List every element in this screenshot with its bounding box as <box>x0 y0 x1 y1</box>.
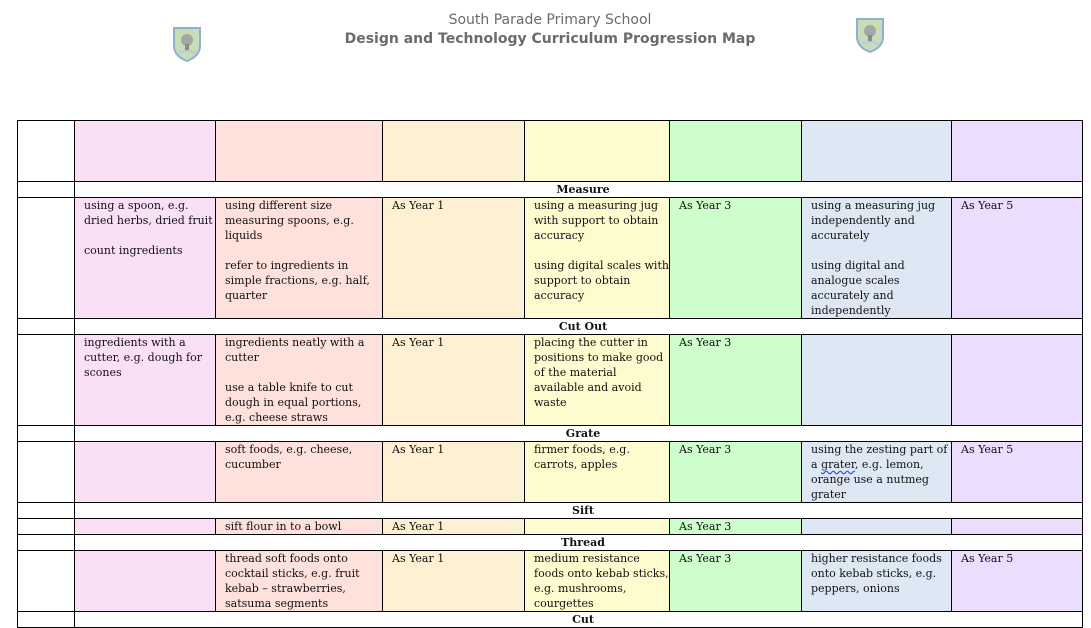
section-label-cell <box>18 612 75 628</box>
content-row-grate <box>18 442 1083 503</box>
cell-sift-year6 <box>802 519 952 535</box>
cell-measure-year5: As Year 3 <box>670 198 802 319</box>
section-title-cut-out: Cut Out <box>75 319 1083 335</box>
row-label-cell <box>18 198 75 319</box>
spellcheck-word: grater <box>821 458 855 471</box>
section-row-thread <box>18 535 1083 551</box>
cell-thread-year5: As Year 3 <box>670 551 802 612</box>
section-title-sift: Sift <box>75 503 1083 519</box>
cell-sift-year3: As Year 1 <box>383 519 525 535</box>
row-label-cell <box>18 519 75 535</box>
cell-measure-year3: As Year 1 <box>383 198 525 319</box>
cell-measure-year7: As Year 5 <box>952 198 1083 319</box>
cell-text: refer to ingredients in simple fractions, e.g. half, quarter <box>225 259 370 302</box>
section-label-cell <box>18 503 75 519</box>
cell-measure-year4 <box>525 198 670 319</box>
cell-measure-year1 <box>75 198 216 319</box>
row-label-cell <box>18 442 75 503</box>
section-title-cut: Cut <box>75 612 1083 628</box>
cell-grate-year6 <box>802 442 952 503</box>
row-label-cell <box>18 335 75 426</box>
progression-table <box>17 120 1083 628</box>
cell-thread-year4: medium resistance foods onto kebab sticks, e.g. mushrooms, courgettes <box>525 551 670 612</box>
section-row-sift <box>18 503 1083 519</box>
section-title-thread: Thread <box>75 535 1083 551</box>
cell-cutout-year2 <box>216 335 383 426</box>
section-row-cut <box>18 612 1083 628</box>
cell-grate-year1 <box>75 442 216 503</box>
cell-sift-year1 <box>75 519 216 535</box>
cell-thread-year7: As Year 5 <box>952 551 1083 612</box>
cell-grate-year7: As Year 5 <box>952 442 1083 503</box>
section-title-grate: Grate <box>75 426 1083 442</box>
cell-measure-year6 <box>802 198 952 319</box>
year-header-cell <box>802 121 952 182</box>
cell-sift-year4 <box>525 519 670 535</box>
cell-cutout-year1: ingredients with a cutter, e.g. dough for scones <box>75 335 216 426</box>
year-header-cell <box>75 121 216 182</box>
year-header-cell <box>216 121 383 182</box>
section-label-cell <box>18 319 75 335</box>
section-label-cell <box>18 426 75 442</box>
section-row-measure <box>18 182 1083 198</box>
year-header-row <box>18 121 1083 182</box>
cell-text: using the zesting part of a <box>811 443 948 471</box>
section-row-cut-out <box>18 319 1083 335</box>
cell-thread-year3: As Year 1 <box>383 551 525 612</box>
cell-cutout-year3: As Year 1 <box>383 335 525 426</box>
section-label-cell <box>18 182 75 198</box>
cell-measure-year2 <box>216 198 383 319</box>
cell-thread-year2: thread soft foods onto cocktail sticks, e.g. fruit kebab – strawberries, satsuma segments <box>216 551 383 612</box>
cell-text: , e.g. lemon, orange use a nutmeg grater <box>811 458 929 501</box>
content-row-sift <box>18 519 1083 535</box>
cell-text: using digital and analogue scales accurately and independently <box>811 259 905 317</box>
cell-text: use a table knife to cut dough in equal portions, e.g. cheese straws <box>225 381 362 424</box>
cell-text: using a measuring jug with support to obtain accuracy <box>534 199 659 242</box>
header-corner <box>18 121 75 182</box>
content-row-thread <box>18 551 1083 612</box>
document-title: Design and Technology Curriculum Progression Map <box>344 31 756 47</box>
cell-text: using a spoon, e.g. dried herbs, dried fruit <box>84 199 213 227</box>
cell-cutout-year4: placing the cutter in positions to make good of the material available and avoid waste <box>525 335 670 426</box>
cell-sift-year5: As Year 3 <box>670 519 802 535</box>
year-header-cell <box>670 121 802 182</box>
cell-grate-year4: firmer foods, e.g. carrots, apples <box>525 442 670 503</box>
year-header-cell <box>525 121 670 182</box>
cell-text: count ingredients <box>84 244 183 257</box>
cell-text: ingredients neatly with a cutter <box>225 336 365 364</box>
section-title-measure: Measure <box>75 182 1083 198</box>
cell-cutout-year6 <box>802 335 952 426</box>
cell-grate-year2: soft foods, e.g. cheese, cucumber <box>216 442 383 503</box>
row-label-cell <box>18 551 75 612</box>
school-name: South Parade Primary School <box>448 12 652 28</box>
cell-cutout-year7 <box>952 335 1083 426</box>
cell-cutout-year5: As Year 3 <box>670 335 802 426</box>
cell-grate-year3: As Year 1 <box>383 442 525 503</box>
cell-text: using digital scales with support to obtain accuracy <box>534 259 669 302</box>
content-row-cut-out <box>18 335 1083 426</box>
cell-thread-year6: higher resistance foods onto kebab sticks, e.g. peppers, onions <box>802 551 952 612</box>
cell-text: using different size measuring spoons, e.g. liquids <box>225 199 354 242</box>
cell-sift-year7 <box>952 519 1083 535</box>
cell-text: using a measuring jug independently and accurately <box>811 199 936 242</box>
year-header-cell <box>383 121 525 182</box>
year-header-cell <box>952 121 1083 182</box>
cell-grate-year5: As Year 3 <box>670 442 802 503</box>
content-row-measure <box>18 198 1083 319</box>
cell-sift-year2: sift flour in to a bowl <box>216 519 383 535</box>
cell-thread-year1 <box>75 551 216 612</box>
section-row-grate <box>18 426 1083 442</box>
section-label-cell <box>18 535 75 551</box>
